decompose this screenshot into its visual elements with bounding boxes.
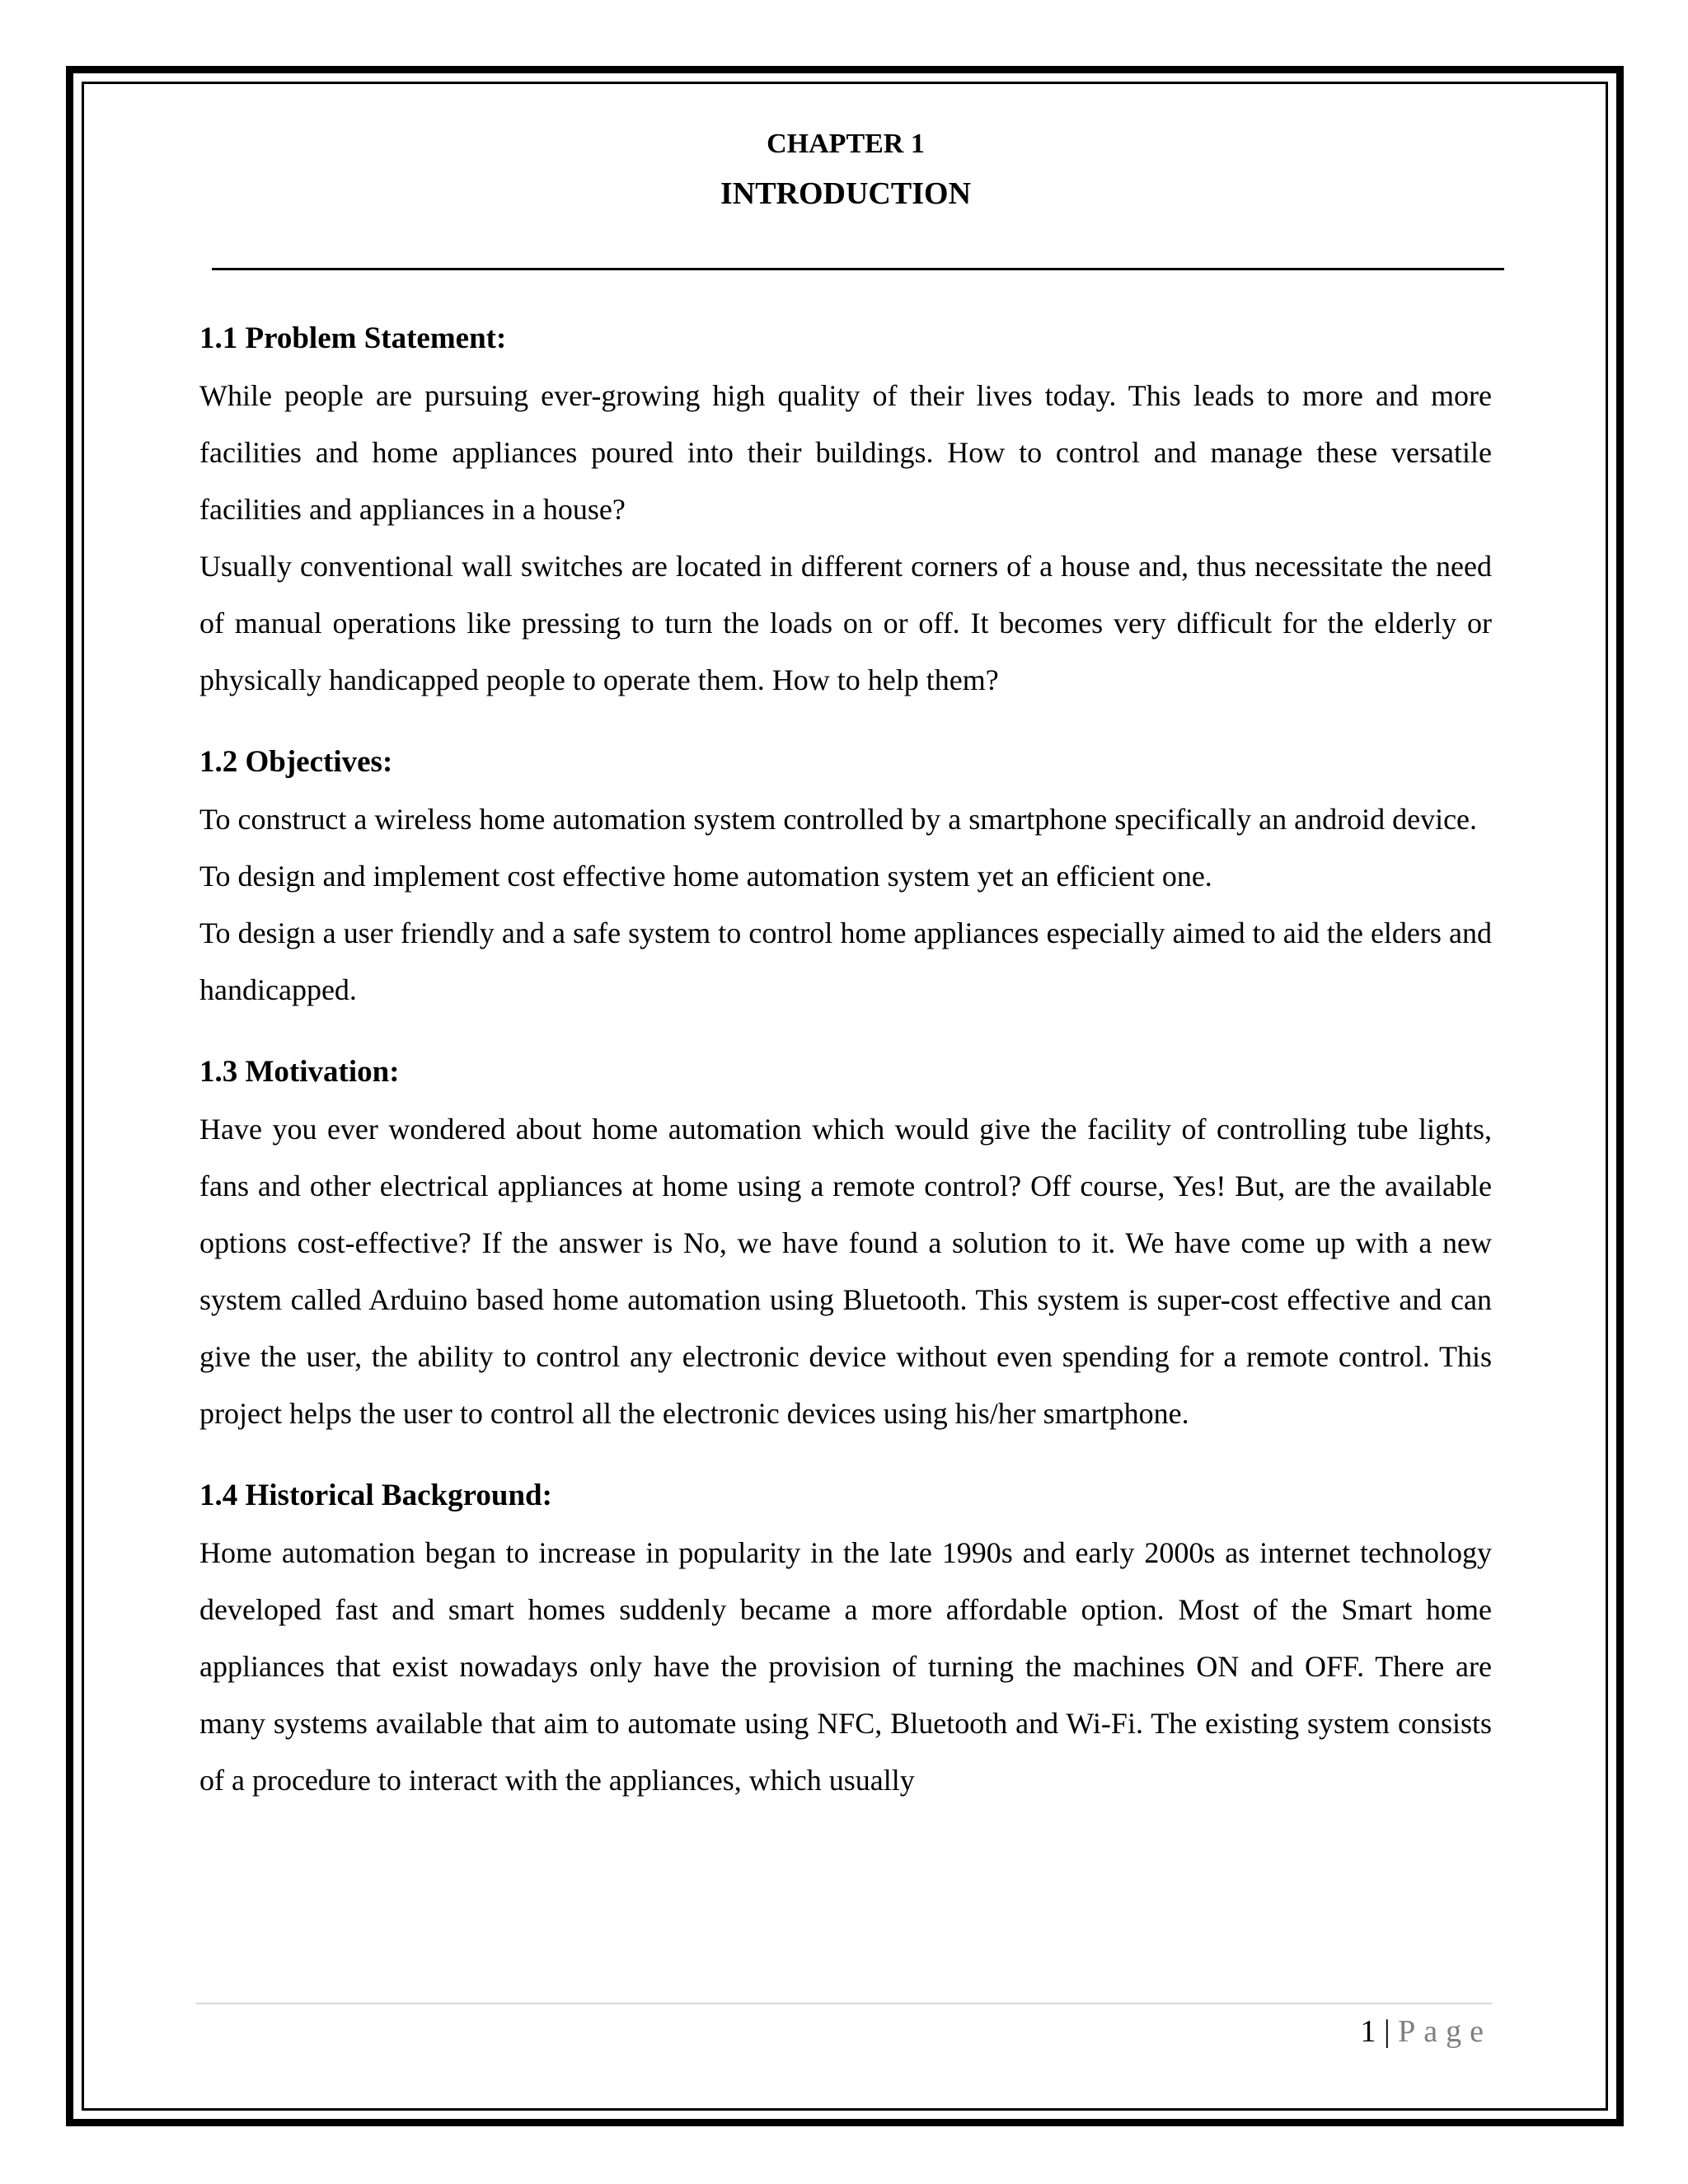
section-heading: 1.4 Historical Background:	[199, 1479, 552, 1512]
section-problem-statement	[199, 310, 1492, 709]
page-content	[199, 120, 1492, 1809]
section-objectives	[199, 733, 1492, 1019]
title-divider	[212, 268, 1504, 270]
section-heading: 1.2 Objectives:	[199, 745, 393, 779]
footer-separator: |	[1384, 2014, 1390, 2049]
footer-divider	[196, 2003, 1492, 2004]
paragraph: To construct a wireless home automation system controlled by a smartphone specifically an android device.	[199, 803, 1478, 836]
paragraph: While people are pursuing ever-growing high quality of their lives today. This leads to more and more facilities and home appliances poured into their buildings. How to control and manage these versatile facilities and appliances in a house?	[199, 379, 1492, 526]
page-number: 1	[1360, 2014, 1376, 2049]
section-heading: 1.3 Motivation:	[199, 1055, 400, 1089]
paragraph: To design a user friendly and a safe system to control home appliances especially aimed to aid the elders and handicapped.	[199, 916, 1492, 1006]
paragraph: Usually conventional wall switches are located in different corners of a house and, thus necessitate the need of manual operations like pressing to turn the loads on or off. It becomes very difficult for the elderly or physically handicapped people to operate them. How to help them?	[199, 550, 1492, 696]
paragraph: Have you ever wondered about home automation which would give the facility of controlling tube lights, fans and other electrical appliances at home using a remote control? Off course, Yes! But, are the available options cost-effective? If the answer is No, we have found a solution to it. We have come up with a new system called Arduino based home automation using Bluetooth. This system is super-cost effective and can give the user, the ability to control any electronic device without even spending for a remote control. This project helps the user to control all the electronic devices using his/her smartphone.	[199, 1113, 1492, 1430]
page-word: Page	[1398, 2014, 1492, 2049]
page-footer	[1361, 2007, 1492, 2056]
paragraph: Home automation began to increase in popularity in the late 1990s and early 2000s as internet technology developed fast and smart homes suddenly became a more affordable option. Most of the Smart home appliances that exist nowadays only have the provision of turning the machines ON and OFF. There are many systems available that aim to automate using NFC, Bluetooth and Wi-Fi. The existing system consists of a procedure to interact with the appliances, which usually	[199, 1536, 1492, 1797]
chapter-title: INTRODUCTION	[720, 176, 972, 211]
section-historical-background	[199, 1467, 1492, 1809]
section-heading: 1.1 Problem Statement:	[199, 321, 507, 355]
chapter-label: CHAPTER 1	[767, 129, 925, 159]
paragraph: To design and implement cost effective home automation system yet an efficient one.	[199, 860, 1212, 893]
section-motivation	[199, 1043, 1492, 1442]
